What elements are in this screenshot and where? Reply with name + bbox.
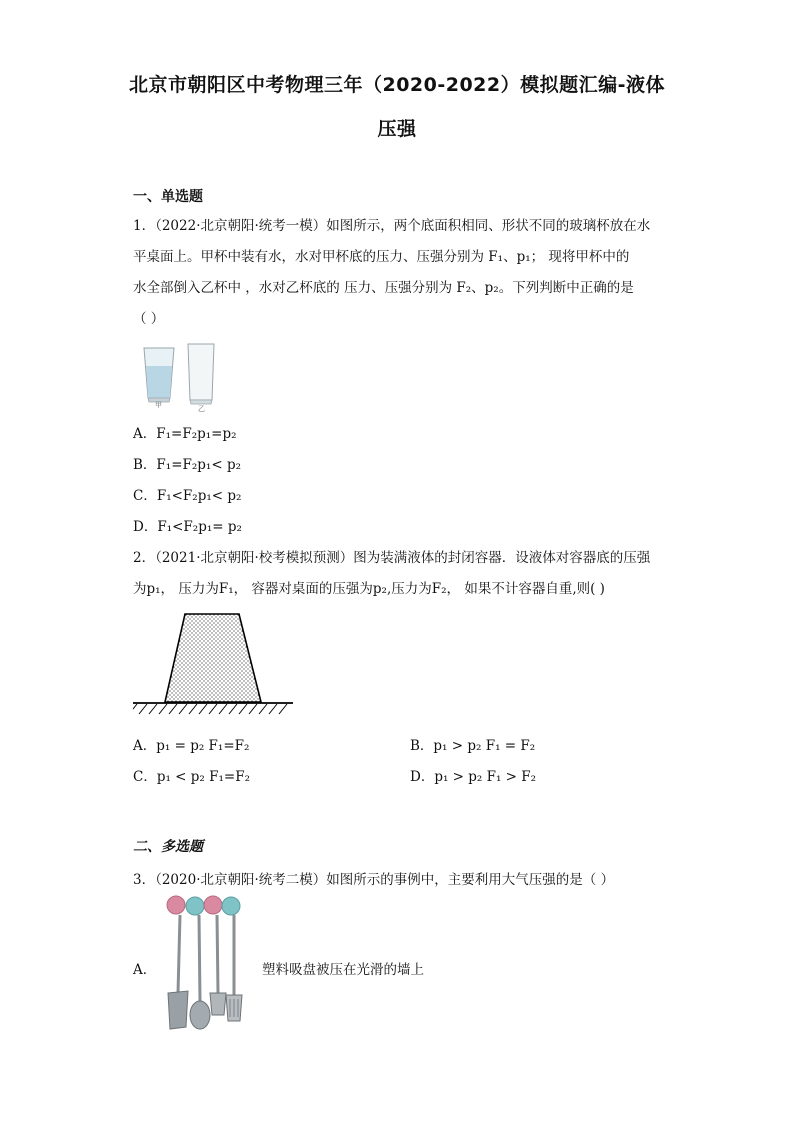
- q2-option-a: A．p₁ = p₂ F₁=F₂: [133, 738, 250, 754]
- q2-option-b: B．p₁ > p₂ F₁ = F₂: [410, 738, 536, 754]
- doc-title-line2: 压强: [377, 118, 417, 140]
- doc-title-line1: 北京市朝阳区中考物理三年（2020-2022）模拟题汇编-液体: [128, 74, 666, 96]
- q2-line2: 为p₁， 压力为F₁， 容器对桌面的压强为p₂,压力为F₂， 如果不计容器自重,则( ): [133, 581, 605, 597]
- q2-line1: 2．（2021·北京朝阳·校考模拟预测）图为装满液体的封闭容器．设液体对容器底的压强: [133, 550, 651, 566]
- q1-option-b: B．F₁=F₂p₁< p₂: [133, 457, 241, 473]
- q2-option-d: D．p₁ > p₂ F₁ > F₂: [410, 769, 537, 785]
- q1-option-a: A．F₁=F₂p₁=p₂: [133, 426, 237, 442]
- section-heading-single-choice: 一、单选题: [133, 189, 203, 205]
- q1-line2: 平桌面上。甲杯中装有水，水对甲杯底的压力、压强分别为 F₁、p₁； 现将甲杯中的: [133, 249, 630, 265]
- suction-hook-utensils-figure: [162, 893, 248, 1033]
- q1-line3: 水全部倒入乙杯中 ，水对乙杯底的 压力、压强分别为 F₂、p₂。下列判断中正确的是: [133, 280, 634, 296]
- cup-label-jia: 甲: [155, 401, 162, 409]
- q2-option-c: C．p₁ < p₂ F₁=F₂: [133, 769, 250, 785]
- q1-line4: （ ）: [133, 311, 165, 327]
- q3-line1: 3．（2020·北京朝阳·统考二模）如图所示的事例中，主要利用大气压强的是（ ）: [133, 872, 615, 888]
- cups-figure: [140, 342, 220, 412]
- section-heading-multi-choice: 二、多选题: [133, 839, 203, 855]
- q3-option-a-text: 塑料吸盘被压在光滑的墙上: [262, 962, 424, 978]
- sealed-container-figure: [133, 610, 293, 720]
- q1-option-c: C．F₁<F₂p₁< p₂: [133, 488, 242, 504]
- q1-line1: 1．（2022·北京朝阳·统考一模）如图所示，两个底面积相同、形状不同的玻璃杯放在水: [133, 218, 651, 234]
- cup-label-yi: 乙: [198, 405, 205, 413]
- q3-option-a-letter: A．: [133, 962, 157, 978]
- q1-option-d: D．F₁<F₂p₁= p₂: [133, 519, 242, 535]
